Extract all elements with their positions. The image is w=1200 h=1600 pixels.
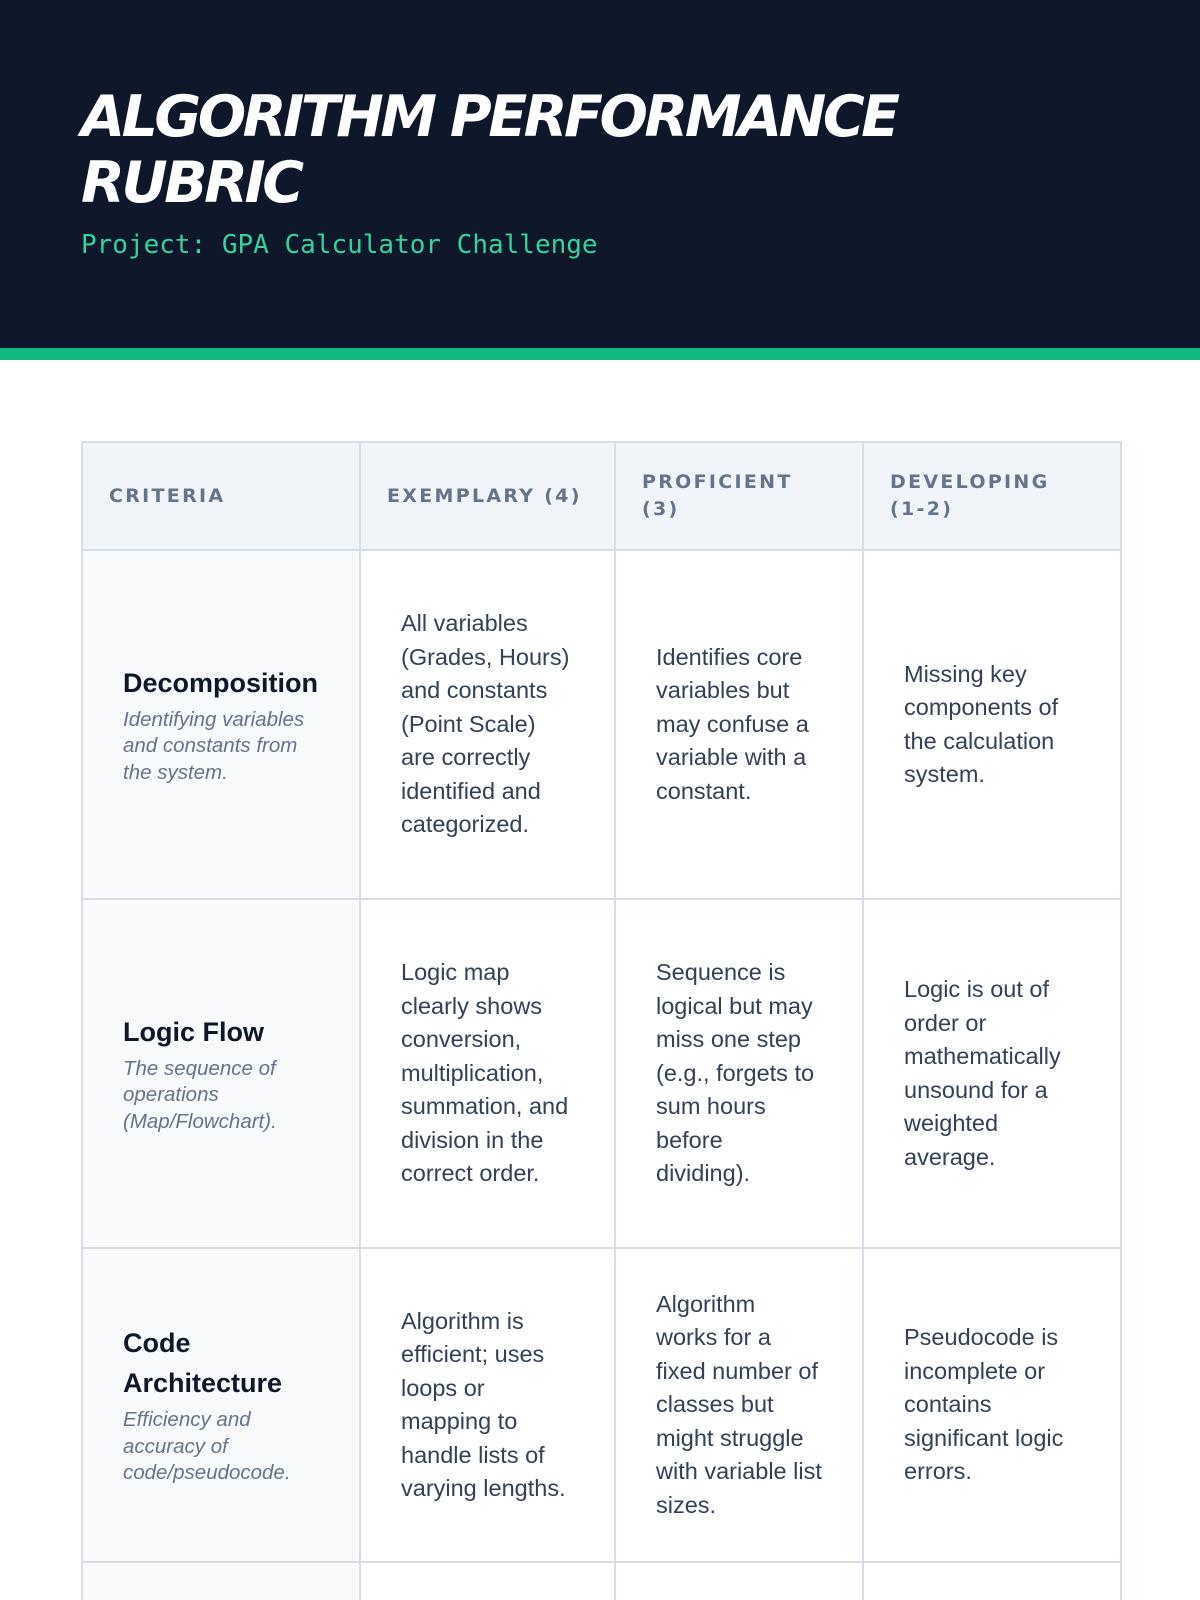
column-header-developing: DEVELOPING (1-2): [863, 442, 1121, 550]
exemplary-cell: [360, 1562, 615, 1600]
developing-cell: Pseudocode is incomplete or contains significant logic errors.: [863, 1248, 1121, 1562]
column-header-criteria: CRITERIA: [82, 442, 360, 550]
table-row: [82, 899, 1121, 1248]
page-header: [0, 0, 1200, 348]
accent-divider: [0, 348, 1200, 360]
criterion-cell: [82, 899, 360, 1248]
criterion-cell: [82, 1248, 360, 1562]
developing-cell: Missing key components of the calculation system.: [863, 550, 1121, 899]
proficient-cell: [615, 1562, 863, 1600]
proficient-cell: Algorithm works for a fixed number of classes but might struggle with variable list sizes.: [615, 1248, 863, 1562]
criterion-name: Decomposition: [123, 667, 319, 698]
criterion-cell: [82, 1562, 360, 1600]
exemplary-cell: All variables (Grades, Hours) and constants (Point Scale) are correctly identified and categorized.: [360, 550, 615, 899]
table-row: [82, 1248, 1121, 1562]
column-header-exemplary: EXEMPLARY (4): [360, 442, 615, 550]
exemplary-cell: Logic map clearly shows conversion, multiplication, summation, and division in the correct order.: [360, 899, 615, 1248]
developing-cell: Logic is out of order or mathematically unsound for a weighted average.: [863, 899, 1121, 1248]
rubric-table: [81, 441, 1122, 1600]
criterion-description: Identifying variables and constants from the system.: [123, 707, 305, 784]
criterion-description: Efficiency and accuracy of code/pseudocode.: [123, 1408, 291, 1485]
developing-cell: [863, 1562, 1121, 1600]
criterion-name: Logic Flow: [123, 1016, 264, 1047]
criterion-description: The sequence of operations (Map/Flowchart).: [123, 1056, 277, 1133]
criterion-cell: [82, 550, 360, 899]
project-subtitle: Project: GPA Calculator Challenge: [81, 230, 598, 260]
proficient-cell: Identifies core variables but may confuse a variable with a constant.: [615, 550, 863, 899]
exemplary-cell: Algorithm is efficient; uses loops or mapping to handle lists of varying lengths.: [360, 1248, 615, 1562]
table-row: [82, 550, 1121, 899]
proficient-cell: Sequence is logical but may miss one step (e.g., forgets to sum hours before dividing).: [615, 899, 863, 1248]
page-title: ALGORITHM PERFORMANCE RUBRIC: [81, 84, 897, 216]
criterion-name: Code Architecture: [123, 1328, 283, 1399]
table-header-row: [82, 442, 1121, 550]
table-row: [82, 1562, 1121, 1600]
column-header-proficient: PROFICIENT (3): [615, 442, 863, 550]
